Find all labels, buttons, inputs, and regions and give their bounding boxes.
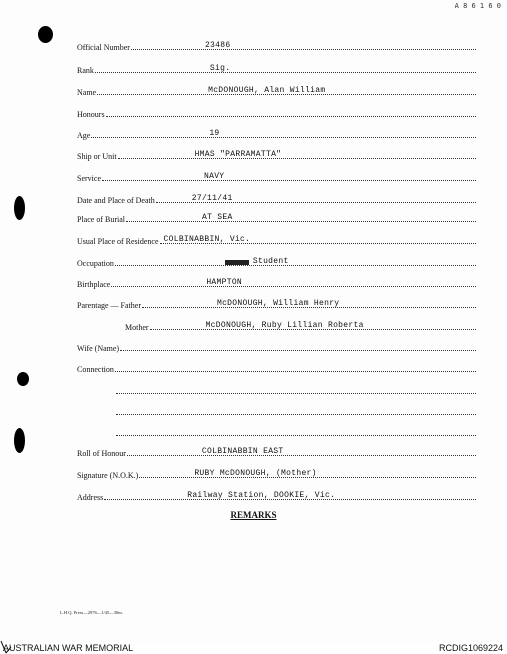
roll-value: COLBINABBIN EAST xyxy=(201,447,284,456)
corner-mark-icon xyxy=(0,640,12,654)
rank-label: Rank xyxy=(77,66,94,75)
honours-label: Honours xyxy=(77,110,105,119)
remarks-heading: REMARKS xyxy=(230,510,277,520)
official-number-value: 23486 xyxy=(204,41,231,50)
age-value: 19 xyxy=(209,129,220,138)
mother-value: McDONOUGH, Ruby Lillian Roberta xyxy=(205,321,364,330)
punch-hole-upper xyxy=(14,196,25,220)
ship-label: Ship or Unit xyxy=(77,152,117,161)
birthplace-label: Birthplace xyxy=(77,280,111,289)
wife-row xyxy=(77,341,477,353)
mother-label: Mother xyxy=(125,323,149,332)
footer-source: AUSTRALIAN WAR MEMORIAL xyxy=(3,643,134,653)
occupation-value: Student xyxy=(252,257,289,266)
rank-row xyxy=(77,63,477,75)
wife-label: Wife (Name) xyxy=(77,344,120,353)
father-value: McDONOUGH, William Henry xyxy=(216,299,340,308)
name-value: McDONOUGH, Alan William xyxy=(208,86,326,95)
redaction-mark xyxy=(225,260,249,265)
honours-row xyxy=(77,107,477,119)
occupation-label: Occupation xyxy=(77,259,114,268)
rank-value: Sig. xyxy=(209,64,231,73)
footer-id: RCDIG1069224 xyxy=(438,643,503,653)
connection-label: Connection xyxy=(77,365,114,374)
age-label: Age xyxy=(77,131,91,140)
stamp-number: A 8 6 1 6 0 xyxy=(454,2,501,10)
ship-row xyxy=(77,149,477,161)
signature-row xyxy=(77,468,477,480)
connection-row xyxy=(77,362,477,374)
birthplace-value: HAMPTON xyxy=(206,278,243,287)
address-value: Railway Station, DOOKIE, Vic. xyxy=(187,491,336,500)
age-row xyxy=(77,128,477,140)
ship-value: HMAS "PARRAMATTA" xyxy=(194,150,282,159)
connection-line-2 xyxy=(115,384,477,396)
official-number-label: Official Number xyxy=(77,43,130,52)
name-row xyxy=(77,85,477,97)
burial-label: Place of Burial xyxy=(77,215,125,224)
connection-line-3 xyxy=(115,405,477,417)
father-row xyxy=(77,298,477,310)
burial-value: AT SEA xyxy=(201,213,233,222)
address-label: Address xyxy=(77,493,104,502)
residence-value: COLBINABBIN, Vic. xyxy=(163,235,251,244)
signature-label: Signature (N.O.K.) xyxy=(77,471,139,480)
service-value: NAVY xyxy=(204,172,225,181)
service-row xyxy=(77,171,477,183)
punch-hole-lower xyxy=(14,428,25,453)
death-row xyxy=(77,193,477,205)
official-number-row xyxy=(77,40,477,52)
punch-hole-top xyxy=(38,26,53,43)
burial-row xyxy=(77,212,477,224)
birthplace-row xyxy=(77,277,477,289)
roll-row xyxy=(77,446,477,458)
print-line: L.H.Q. Press—2976—1/45—30m. xyxy=(60,610,123,615)
mother-row xyxy=(125,320,477,332)
connection-line-4 xyxy=(115,426,477,438)
punch-hole-middle xyxy=(17,372,29,386)
name-label: Name xyxy=(77,88,97,97)
death-value: 27/11/41 xyxy=(191,194,233,203)
death-label: Date and Place of Death xyxy=(77,196,155,205)
occupation-row xyxy=(77,256,477,268)
father-label: Parentage — Father xyxy=(77,301,141,310)
address-row xyxy=(77,490,477,502)
footer-bar xyxy=(0,642,507,654)
signature-value: RUBY McDONOUGH, (Mother) xyxy=(194,469,317,478)
service-label: Service xyxy=(77,174,101,183)
residence-row xyxy=(77,234,477,246)
roll-label: Roll of Honour xyxy=(77,449,126,458)
residence-label: Usual Place of Residence xyxy=(77,237,159,246)
